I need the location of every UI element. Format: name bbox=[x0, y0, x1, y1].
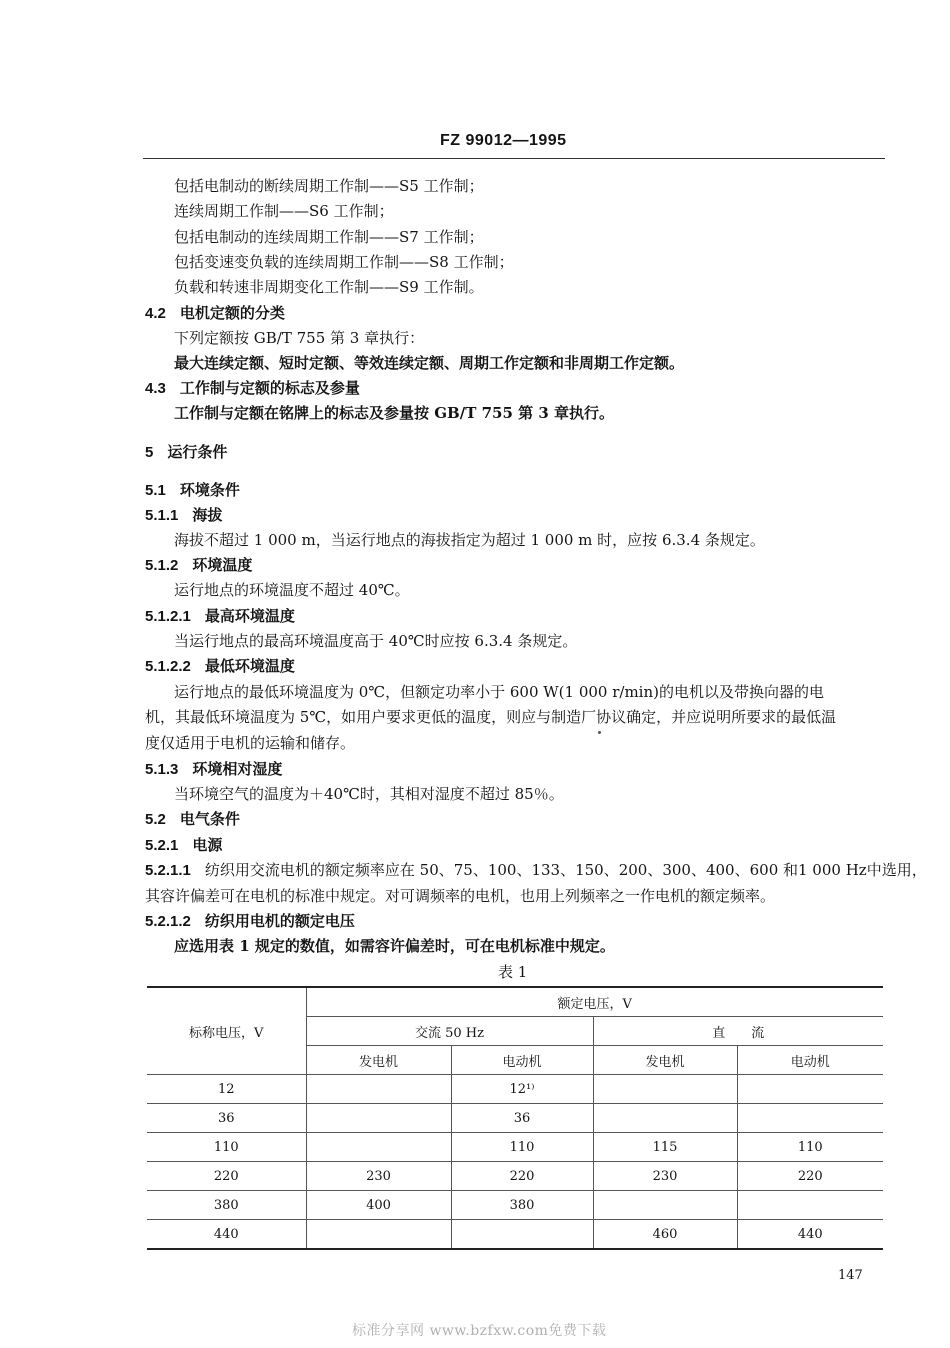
cell-dc-generator bbox=[593, 1191, 737, 1220]
page-number: 147 bbox=[838, 1268, 863, 1283]
cell-ac-motor: 36 bbox=[451, 1104, 593, 1133]
cell-dc-generator: 115 bbox=[593, 1133, 737, 1162]
section-number: 4.2 bbox=[145, 305, 166, 322]
section-para-5-2-1-1 bbox=[145, 860, 927, 881]
section-title: 电气条件 bbox=[179, 810, 240, 828]
section-number: 4.3 bbox=[145, 380, 166, 397]
header-dc-motor: 电动机 bbox=[737, 1046, 883, 1075]
section-number: 5.2.1 bbox=[145, 837, 179, 854]
section-title: 环境温度 bbox=[192, 556, 253, 574]
cell-dc-motor: 110 bbox=[737, 1133, 883, 1162]
text-line: 当环境空气的温度为＋40℃时，其相对湿度不超过 85％。 bbox=[174, 785, 564, 803]
cell-ac-generator bbox=[306, 1075, 451, 1104]
header-nominal-voltage: 标称电压，V bbox=[147, 987, 306, 1075]
cell-dc-generator: 230 bbox=[593, 1162, 737, 1191]
text-line: 最大连续定额、短时定额、等效连续定额、周期工作定额和非周期工作定额。 bbox=[174, 354, 685, 372]
section-title: 电源 bbox=[192, 836, 223, 854]
text-line: 当运行地点的最高环境温度高于 40℃时应按 6.3.4 条规定。 bbox=[174, 632, 578, 650]
table-row bbox=[147, 1104, 883, 1133]
cell-dc-motor bbox=[737, 1104, 883, 1133]
cell-ac-motor: 110 bbox=[451, 1133, 593, 1162]
header-ac-generator: 发电机 bbox=[306, 1046, 451, 1075]
cell-ac-motor: 12¹⁾ bbox=[451, 1075, 593, 1104]
table-row bbox=[147, 1133, 883, 1162]
section-number: 5.2.1.2 bbox=[145, 913, 191, 930]
header-dc: 直 流 bbox=[593, 1017, 883, 1046]
table-row bbox=[147, 1075, 883, 1104]
section-number: 5.1.2.1 bbox=[145, 608, 191, 625]
section-title: 电机定额的分类 bbox=[179, 304, 285, 322]
cell-ac-generator: 400 bbox=[306, 1191, 451, 1220]
section-number: 5.1.2.2 bbox=[145, 658, 191, 675]
cell-dc-motor bbox=[737, 1191, 883, 1220]
table-row bbox=[147, 1162, 883, 1191]
text-line: 工作制与定额在铭牌上的标志及参量按 GB/T 755 第 3 章执行。 bbox=[174, 404, 614, 422]
cell-dc-motor: 220 bbox=[737, 1162, 883, 1191]
text-line: 应选用表 1 规定的数值，如需容许偏差时，可在电机标准中规定。 bbox=[174, 937, 615, 955]
text-line: 度仅适用于电机的运输和储存。 bbox=[145, 734, 356, 752]
text-line: 其容许偏差可在电机的标准中规定。对可调频率的电机，也用上列频率之一作电机的额定频率。 bbox=[145, 887, 776, 905]
cell-ac-motor: 380 bbox=[451, 1191, 593, 1220]
table-row bbox=[147, 1220, 883, 1250]
cell-nominal: 12 bbox=[147, 1075, 306, 1104]
section-heading-5-1-3 bbox=[145, 759, 282, 780]
cell-nominal: 380 bbox=[147, 1191, 306, 1220]
section-title: 海拔 bbox=[192, 506, 223, 524]
section-title: 环境相对湿度 bbox=[192, 760, 283, 778]
text-line: 包括变速变负载的连续周期工作制——S8 工作制； bbox=[174, 253, 514, 271]
section-title: 最高环境温度 bbox=[204, 607, 295, 625]
cell-dc-motor bbox=[737, 1075, 883, 1104]
cell-dc-generator bbox=[593, 1075, 737, 1104]
cell-ac-generator bbox=[306, 1220, 451, 1250]
section-heading-5-2-1-2 bbox=[145, 911, 355, 932]
section-number: 5.2.1.1 bbox=[145, 862, 191, 879]
table-title: 表 1 bbox=[498, 963, 528, 981]
section-title: 工作制与定额的标志及参量 bbox=[179, 379, 360, 397]
cell-nominal: 36 bbox=[147, 1104, 306, 1133]
section-title: 环境条件 bbox=[179, 481, 240, 499]
text-line: 连续周期工作制——S6 工作制； bbox=[174, 202, 394, 220]
text-line: 纺织用交流电机的额定频率应在 50、75、100、133、150、200、300、400、600 和1 000 Hz中选用， bbox=[204, 861, 927, 879]
header-rule bbox=[143, 158, 885, 159]
section-number: 5 bbox=[145, 444, 154, 461]
text-line: 海拔不超过 1 000 m，当运行地点的海拔指定为超过 1 000 m 时，应按 6.3.4 条规定。 bbox=[174, 531, 765, 549]
section-number: 5.1.2 bbox=[145, 557, 179, 574]
section-heading-4-3 bbox=[145, 378, 360, 399]
header-dc-generator: 发电机 bbox=[593, 1046, 737, 1075]
cell-nominal: 110 bbox=[147, 1133, 306, 1162]
cell-nominal: 220 bbox=[147, 1162, 306, 1191]
section-heading-4-2 bbox=[145, 303, 285, 324]
text-line: 下列定额按 GB/T 755 第 3 章执行： bbox=[174, 329, 425, 347]
section-heading-5-2-1 bbox=[145, 835, 222, 856]
section-number: 5.1.1 bbox=[145, 507, 179, 524]
text-line: 运行地点的环境温度不超过 40℃。 bbox=[174, 581, 410, 599]
cell-dc-generator: 460 bbox=[593, 1220, 737, 1250]
cell-ac-generator bbox=[306, 1104, 451, 1133]
speck bbox=[598, 731, 601, 734]
section-heading-5-1-2-1 bbox=[145, 606, 295, 627]
section-heading-5-1-2-2 bbox=[145, 656, 295, 677]
section-heading-5-2 bbox=[145, 809, 240, 830]
cell-ac-generator: 230 bbox=[306, 1162, 451, 1191]
cell-nominal: 440 bbox=[147, 1220, 306, 1250]
section-title: 最低环境温度 bbox=[204, 657, 295, 675]
watermark: 标准分享网 www.bzfxw.com免费下载 bbox=[352, 1323, 607, 1339]
header-ac-50hz: 交流 50 Hz bbox=[306, 1017, 593, 1046]
cell-ac-motor: 220 bbox=[451, 1162, 593, 1191]
text-line: 包括电制动的断续周期工作制——S5 工作制； bbox=[174, 177, 484, 195]
text-line: 包括电制动的连续周期工作制——S7 工作制； bbox=[174, 228, 484, 246]
section-heading-5-1 bbox=[145, 480, 240, 501]
cell-ac-motor bbox=[451, 1220, 593, 1250]
cell-dc-motor: 440 bbox=[737, 1220, 883, 1250]
cell-dc-generator bbox=[593, 1104, 737, 1133]
section-heading-5-1-1 bbox=[145, 505, 222, 526]
section-title: 纺织用电机的额定电压 bbox=[204, 912, 355, 930]
section-number: 5.1 bbox=[145, 482, 166, 499]
section-heading-5 bbox=[145, 442, 227, 463]
section-number: 5.2 bbox=[145, 811, 166, 828]
text-line: 机，其最低环境温度为 5℃，如用户要求更低的温度，则应与制造厂协议确定，并应说明所要求的最低温 bbox=[145, 708, 837, 726]
table-row bbox=[147, 1191, 883, 1220]
section-title: 运行条件 bbox=[167, 443, 228, 461]
header-ac-motor: 电动机 bbox=[451, 1046, 593, 1075]
rated-voltage-table bbox=[147, 986, 883, 1250]
page-header-code: FZ 99012—1995 bbox=[440, 132, 567, 149]
text-line: 运行地点的最低环境温度为 0℃，但额定功率小于 600 W(1 000 r/min)的电机以及带换向器的电 bbox=[174, 683, 824, 701]
text-line: 负载和转速非周期变化工作制——S9 工作制。 bbox=[174, 278, 484, 296]
header-rated-voltage: 额定电压，V bbox=[306, 987, 883, 1017]
cell-ac-generator bbox=[306, 1133, 451, 1162]
section-heading-5-1-2 bbox=[145, 555, 252, 576]
section-number: 5.1.3 bbox=[145, 761, 179, 778]
